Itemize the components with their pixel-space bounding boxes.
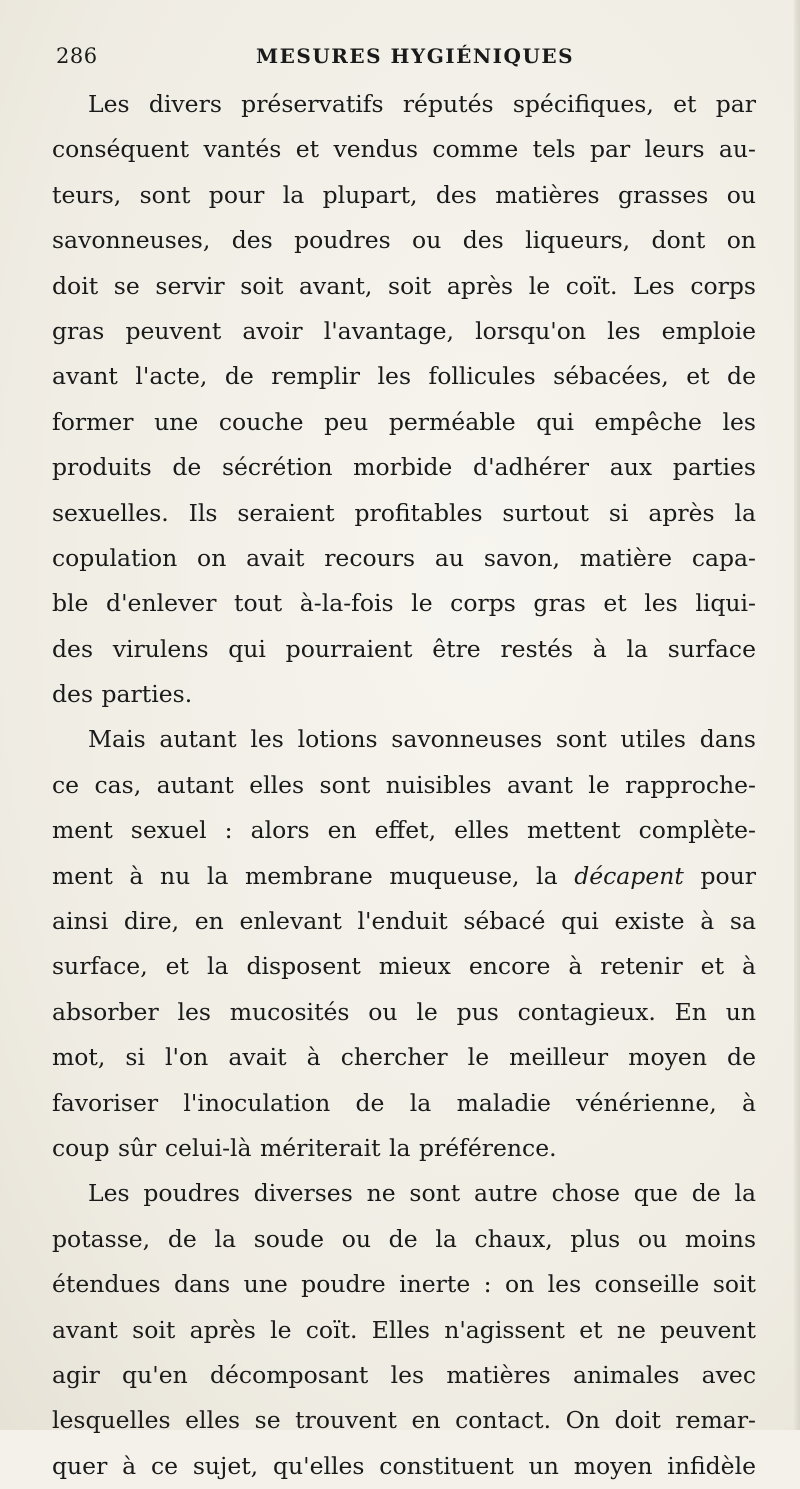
text-line: ment à nu la membrane muqueuse, la décapent pour: [52, 861, 757, 890]
text-line: Mais autant les lotions savonneuses sont utiles dans: [88, 725, 756, 754]
page-edge: [794, 0, 800, 1430]
text-line: potasse, de la soude ou de la chaux, plus ou moins: [52, 1224, 756, 1253]
text-line: copulation on avait recours au savon, matière capa-: [52, 543, 756, 572]
text-line: surface, et la disposent mieux encore à retenir et à: [52, 952, 756, 981]
text-line: ment sexuel : alors en effet, elles mettent complète-: [52, 816, 756, 845]
text-line: des parties.: [52, 680, 193, 709]
text-line: des virulens qui pourraient être restés à la surface: [52, 634, 756, 663]
page-header: [56, 44, 756, 74]
text-line: produits de sécrétion morbide d'adhérer aux parties: [52, 453, 756, 482]
text-line: teurs, sont pour la plupart, des matières grasses ou: [52, 180, 756, 209]
text-line: ce cas, autant elles sont nuisibles avant le rapproche-: [52, 770, 756, 799]
text-line: mot, si l'on avait à chercher le meilleur moyen de: [52, 1043, 756, 1072]
text-line: étendues dans une poudre inerte : on les conseille soit: [52, 1270, 756, 1299]
text-line: former une couche peu perméable qui empêche les: [52, 407, 756, 436]
text-line: agir qu'en décomposant les matières animales avec: [52, 1360, 756, 1389]
text-line: ainsi dire, en enlevant l'enduit sébacé qui existe à sa: [52, 907, 756, 936]
text-line: conséquent vantés et vendus comme tels par leurs au-: [52, 135, 756, 164]
text-line: Les divers préservatifs réputés spécifiques, et par: [88, 90, 756, 118]
text-line: avant soit après le coït. Elles n'agissent et ne peuvent: [52, 1315, 756, 1344]
text-line: doit se servir soit avant, soit après le coït. Les corps: [52, 271, 756, 300]
page-number: 286: [56, 44, 98, 68]
emphasized-word: décapent: [574, 861, 684, 890]
text-line: sexuelles. Ils seraient profitables surtout si après la: [52, 498, 756, 527]
text-line: absorber les mucosités ou le pus contagieux. En un: [52, 997, 756, 1026]
text-line: coup sûr celui-là mériterait la préférence.: [52, 1133, 557, 1162]
text-line: gras peuvent avoir l'avantage, lorsqu'on les emploie: [52, 316, 756, 345]
text-line: Les poudres diverses ne sont autre chose que de la: [88, 1179, 756, 1208]
text-line: lesquelles elles se trouvent en contact. On doit remar-: [52, 1406, 756, 1435]
text-line: avant l'acte, de remplir les follicules sébacées, et de: [52, 362, 756, 391]
text-line: savonneuses, des poudres ou des liqueurs, dont on: [52, 226, 756, 255]
running-title: MESURES HYGIÉNIQUES: [256, 44, 575, 68]
text-line: quer à ce sujet, qu'elles constituent un moyen infidèle: [52, 1451, 756, 1480]
text-line: favoriser l'inoculation de la maladie vénérienne, à: [52, 1088, 756, 1117]
body-text: [52, 82, 756, 1489]
text-line: ble d'enlever tout à-la-fois le corps gras et les liqui-: [52, 589, 756, 618]
